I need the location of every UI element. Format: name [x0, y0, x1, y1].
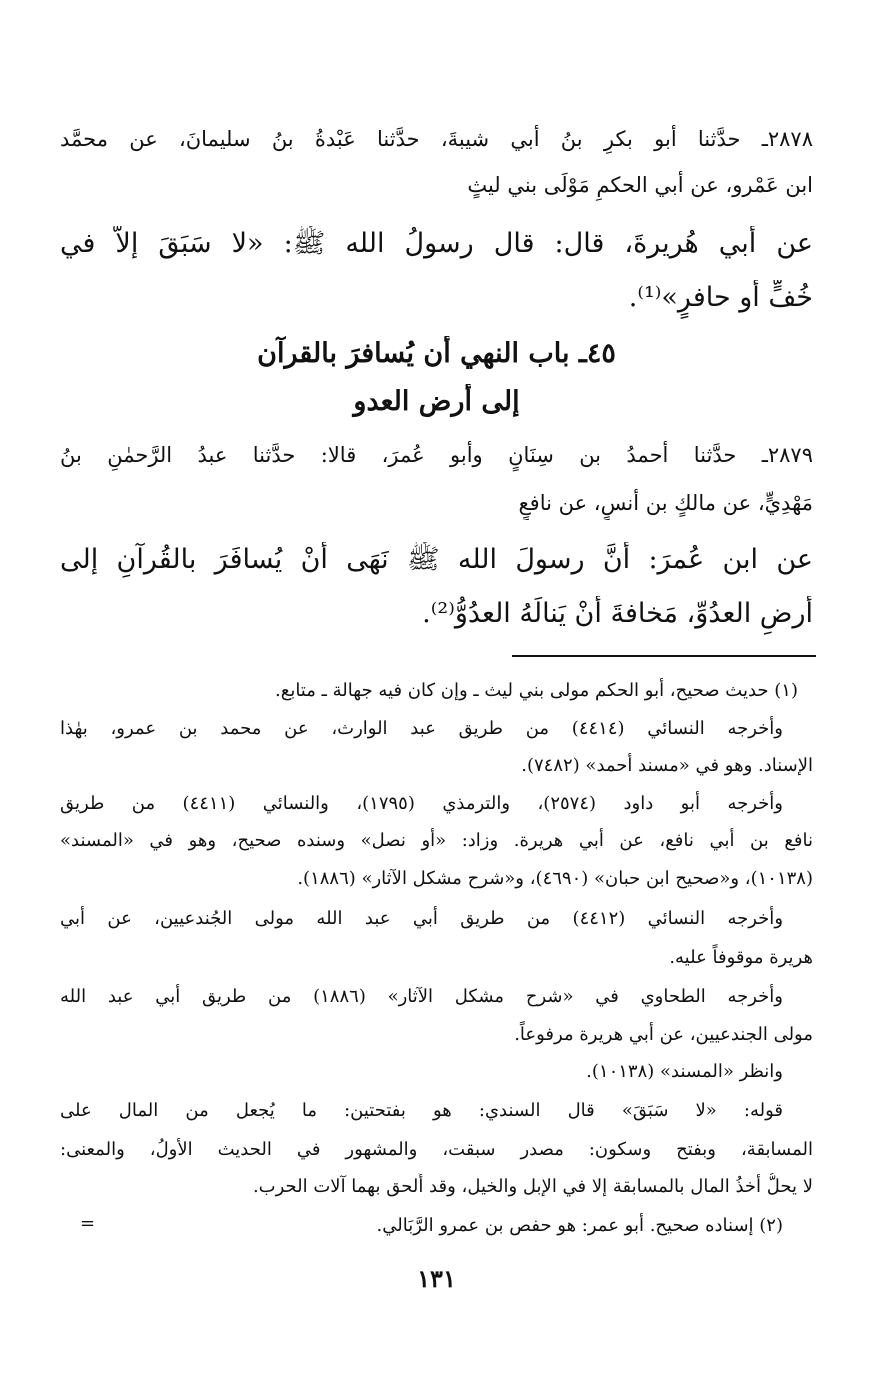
footnote-1-line-12: قوله: «لا سَبَقَ» قال السندي: هو بفتحتين: ما يُجعل من المال على — [60, 1100, 783, 1121]
chapter-heading-line-1: ٤٥ـ باب النهي أن يُسافرَ بالقرآن — [257, 338, 616, 369]
hadith-2878-line-1: ٢٨٧٨ـ حدَّثنا أبو بكرِ بنُ أبي شيبةَ، حدَّثنا عَبْدةُ بنُ سليمانَ، عن محمَّد — [60, 127, 813, 151]
chapter-heading-line-2: إلى أرض العدو — [353, 386, 520, 417]
footnote-1-line-5: نافع بن أبي نافع، عن أبي هريرة. وزاد: «أو نصل» وسنده صحيح، وهو في «المسند» — [60, 830, 813, 851]
hadith-2878-matn-line-1: عن أبي هُريرةَ، قال: قال رسولُ الله ﷺ: «لا سَبَقَ إلاَّ في — [60, 228, 813, 259]
continuation-mark: = — [80, 1213, 96, 1234]
footnote-1-line-13: المسابقة، وبفتح وسكون: مصدر سبقت، والمشهور في الحديث الأولُ، والمعنى: — [60, 1139, 813, 1160]
footnote-1-line-4: وأخرجه أبو داود (٢٥٧٤)، والترمذي (١٧٩٥)، والنسائي (٤٤١١) من طريق — [60, 793, 783, 814]
footnote-1-line-6: (١٠١٣٨)، و«صحيح ابن حبان» (٤٦٩٠)، و«شرح مشكل الآثار» (١٨٨٦). — [297, 868, 813, 889]
footnote-1-line-9: وأخرجه الطحاوي في «شرح مشكل الآثار» (١٨٨٦) من طريق أبي عبد الله — [60, 986, 783, 1007]
footnote-separator — [512, 655, 816, 657]
hadith-2879-line-2: مَهْدِيٍّ، عن مالكٍ بن أنسٍ، عن نافعٍ — [518, 491, 813, 515]
footnote-1-line-10: مولى الجندعيين، عن أبي هريرة مرفوعاً. — [514, 1024, 813, 1045]
page-number: ١٣١ — [417, 1264, 456, 1293]
footnote-1-line-1: (١) حديث صحيح، أبو الحكم مولى بني ليث ـ وإن كان فيه جهالة ـ متابع. — [275, 680, 798, 701]
hadith-2878-matn-line-2: خُفٍّ أو حافرٍ»⁽¹⁾. — [628, 282, 813, 313]
hadith-2878-line-2: ابن عَمْرو، عن أبي الحكمِ مَوْلَى بني ليثٍ — [467, 173, 813, 197]
footnote-1-line-7: وأخرجه النسائي (٤٤١٢) من طريق أبي عبد الله مولى الجُندعيين، عن أبي — [60, 908, 783, 929]
footnote-1-line-11: وانظر «المسند» (١٠١٣٨). — [586, 1061, 783, 1082]
hadith-2879-line-1: ٢٨٧٩ـ حدَّثنا أحمدُ بن سِنَانٍ وأبو عُمرَ، قالا: حدَّثنا عبدُ الرَّحمٰنِ بنُ — [60, 443, 813, 467]
footnote-1-line-8: هريرة موقوفاً عليه. — [669, 947, 813, 968]
hadith-2879-matn-line-2: أرضِ العدُوِّ، مَخافةَ أنْ يَنالَهُ العدُوُّ⁽²⁾. — [422, 598, 813, 629]
hadith-2879-matn-line-1: عن ابن عُمرَ: أنَّ رسولَ الله ﷺ نَهَى أنْ يُسافَرَ بالقُرآنِ إلى — [60, 544, 813, 575]
footnote-1-line-3: الإسناد. وهو في «مسند أحمد» (٧٤٨٢). — [521, 755, 813, 776]
footnote-1-line-2: وأخرجه النسائي (٤٤١٤) من طريق عبد الوارث، عن محمد بن عمرو، بهٰذا — [60, 718, 783, 739]
footnote-2-line-1: (٢) إسناده صحيح. أبو عمر: هو حفص بن عمرو الرَّبَالي. — [376, 1215, 783, 1236]
footnote-1-line-14: لا يحلُّ أخذُ المال بالمسابقة إلا في الإبل والخيل، وقد أُلحق بهما آلات الحرب. — [252, 1176, 813, 1197]
